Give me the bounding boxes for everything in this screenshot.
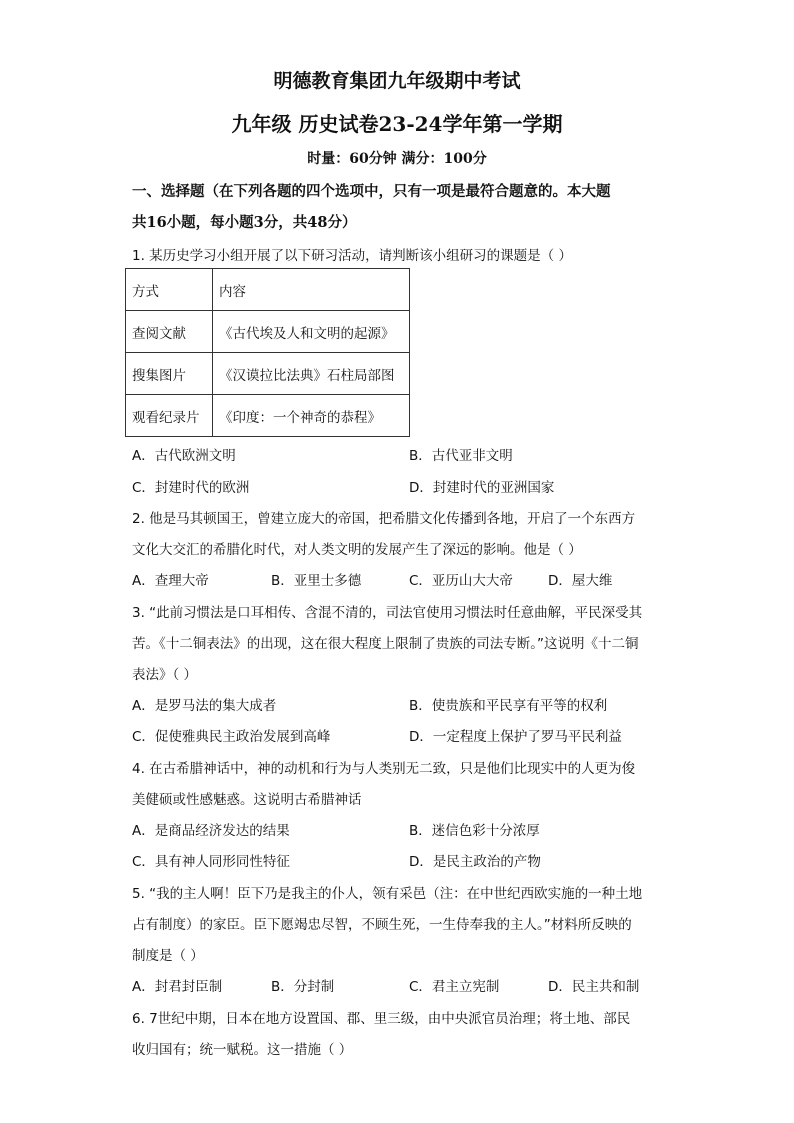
question-6-stem-line: 6. 7世纪中期，日本在地方设置国、郡、里三级，由中央派官员治理；将土地、部民 [132, 1011, 631, 1027]
question-3-option-a: A．是罗马法的集大成者 [132, 698, 277, 714]
question-4-option-d: D．是民主政治的产物 [409, 854, 541, 870]
question-3-option-d: D．一定程度上保护了罗马平民利益 [409, 729, 622, 745]
table-row [126, 353, 410, 395]
question-5-option-b: B．分封制 [271, 979, 335, 995]
question-1-stem: 1. 某历史学习小组开展了以下研习活动，请判断该小组研习的课题是（ ） [132, 248, 572, 264]
question-4-stem-line: 美健硕或性感魅惑。这说明古希腊神话 [132, 792, 362, 808]
section-heading-line: 共16小题，每小题3分，共48分） [132, 214, 357, 231]
question-1-option-b: B．古代亚非文明 [409, 448, 513, 464]
table-cell: 查阅文献 [126, 311, 213, 353]
question-1-table [125, 268, 410, 437]
question-1-option-c: C．封建时代的欧洲 [132, 480, 250, 496]
question-5-option-a: A．封君封臣制 [132, 979, 223, 995]
question-5-stem-line: 占有制度）的家臣。臣下愿竭忠尽智，不顾生死，一生侍奉我的主人。”材料所反映的 [132, 917, 632, 933]
question-5-stem-line: 制度是（ ） [132, 948, 204, 964]
table-header-cell: 方式 [126, 269, 213, 311]
question-6-stem-line: 收归国有；统一赋税。这一措施（ ） [132, 1042, 353, 1058]
question-2-option-d: D．屋大维 [548, 573, 613, 589]
question-2-option-a: A．查理大帝 [132, 573, 209, 589]
question-1-option-a: A．古代欧洲文明 [132, 448, 236, 464]
question-4-option-a: A．是商品经济发达的结果 [132, 823, 290, 839]
section-heading-line: 一、选择题（在下列各题的四个选项中，只有一项是最符合题意的。本大题 [132, 183, 611, 200]
table-header-row [126, 269, 410, 311]
table-row [126, 395, 410, 437]
question-2-stem-line: 文化大交汇的希腊化时代，对人类文明的发展产生了深远的影响。他是（ ） [132, 542, 582, 558]
exam-title: 明德教育集团九年级期中考试 [273, 70, 521, 92]
question-2-option-c: C．亚历山大大帝 [409, 573, 513, 589]
table-cell: 《古代埃及人和文明的起源》 [213, 311, 410, 353]
question-4-option-c: C．具有神人同形同性特征 [132, 854, 290, 870]
question-5-stem-line: 5. “我的主人啊！臣下乃是我主的仆人，领有采邑（注：在中世纪西欧实施的一种土地 [132, 886, 643, 902]
question-3-stem-line: 表法》（ ） [132, 667, 198, 683]
exam-subtitle: 九年级 历史试卷23-24学年第一学期 [231, 112, 563, 136]
question-2-option-b: B．亚里士多德 [271, 573, 362, 589]
table-cell: 搜集图片 [126, 353, 213, 395]
question-4-stem-line: 4. 在古希腊神话中，神的动机和行为与人类别无二致，只是他们比现实中的人更为俊 [132, 761, 636, 777]
question-1-option-d: D．封建时代的亚洲国家 [409, 480, 555, 496]
section-heading [132, 176, 672, 238]
table-cell: 观看纪录片 [126, 395, 213, 437]
question-3-option-c: C．促使雅典民主政治发展到高峰 [132, 729, 331, 745]
table-cell: 《印度：一个神奇的恭程》 [213, 395, 410, 437]
question-3-stem-line: 3. “此前习惯法是口耳相传、含混不清的，司法官使用习惯法时任意曲解，平民深受其 [132, 605, 643, 621]
question-3-stem-line: 苦。《十二铜表法》的出现，这在很大程度上限制了贵族的司法专断。”这说明《十二铜 [132, 636, 639, 652]
question-2-stem-line: 2. 他是马其顿国王，曾建立庞大的帝国，把希腊文化传播到各地，开启了一个东西方 [132, 511, 636, 527]
question-5-option-c: C．君主立宪制 [409, 979, 500, 995]
table-header-cell: 内容 [213, 269, 410, 311]
table-row [126, 311, 410, 353]
question-4-option-b: B．迷信色彩十分浓厚 [409, 823, 540, 839]
question-3-option-b: B．使贵族和平民享有平等的权利 [409, 698, 608, 714]
table-cell: 《汉谟拉比法典》石柱局部图 [213, 353, 410, 395]
question-5-option-d: D．民主共和制 [548, 979, 640, 995]
exam-meta: 时量：60分钟 满分：100分 [307, 151, 487, 167]
